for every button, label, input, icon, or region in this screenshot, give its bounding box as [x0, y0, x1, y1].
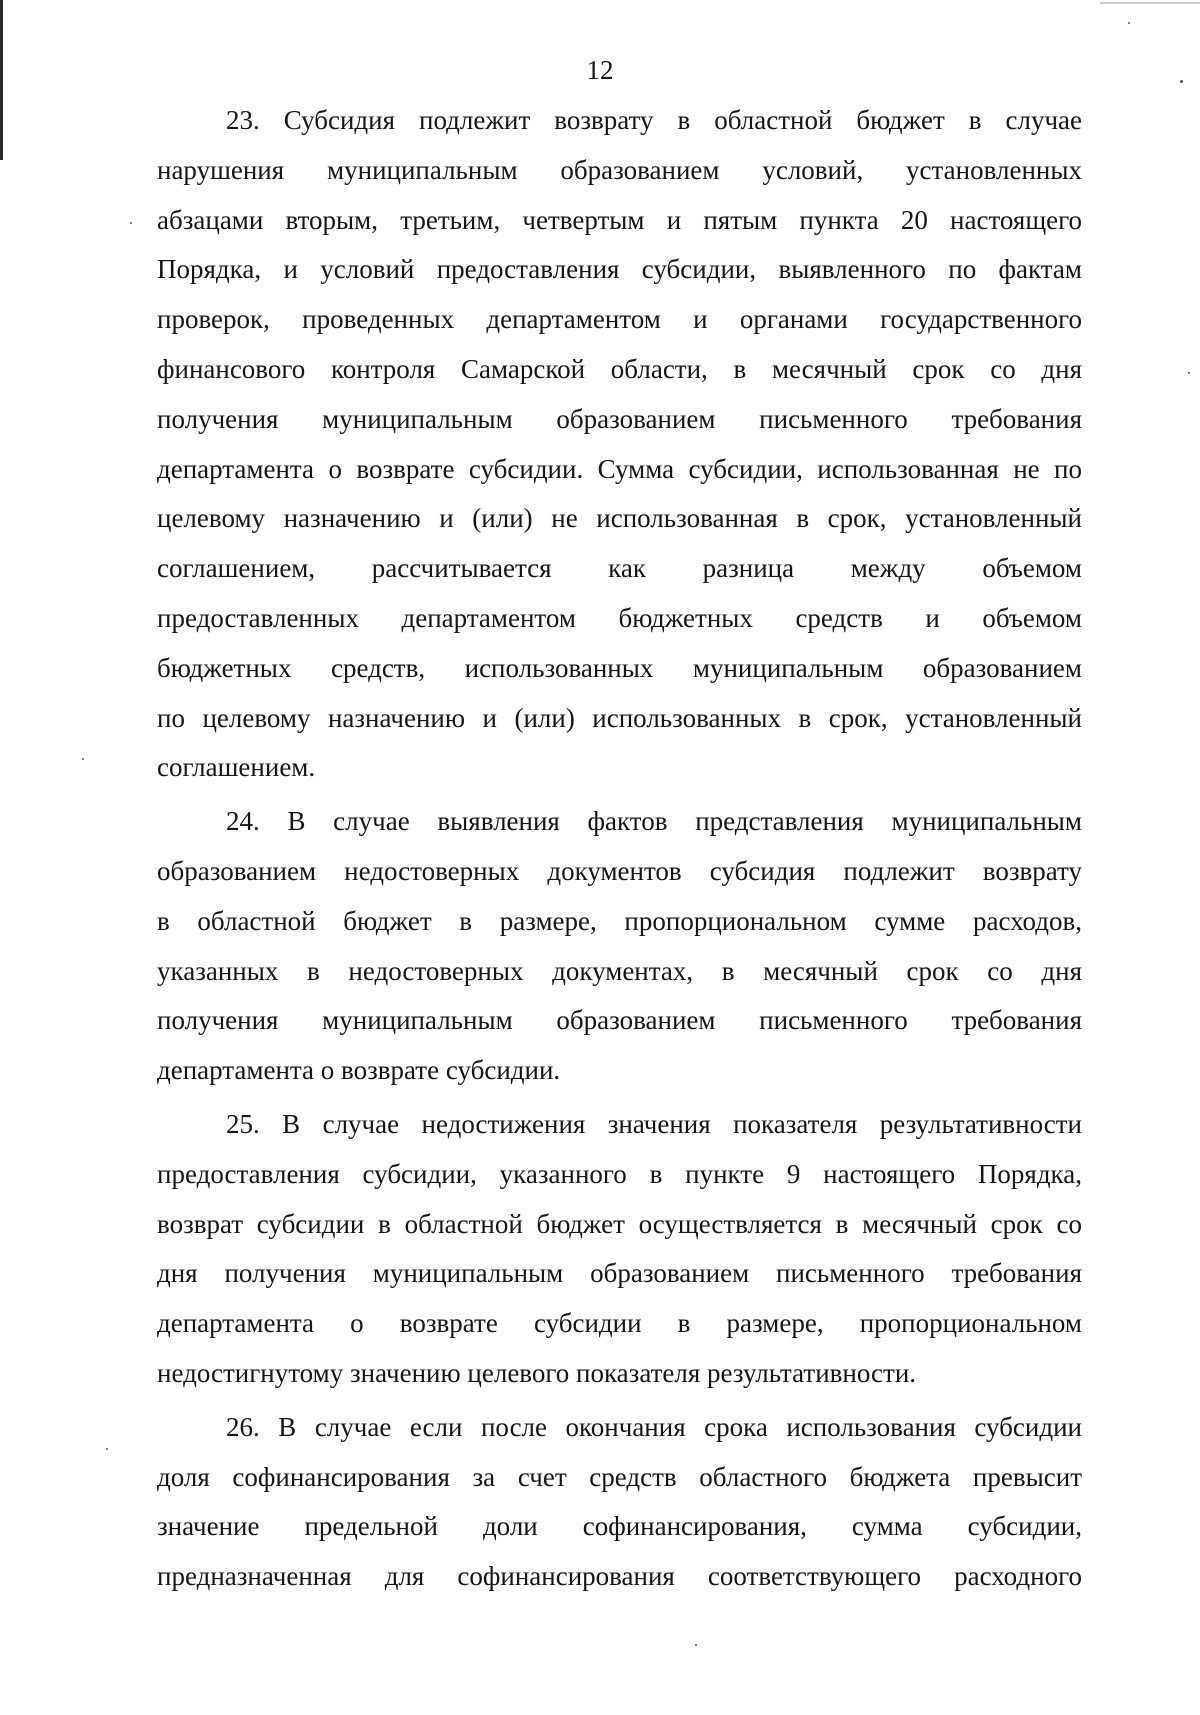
text-line: финансового контроля Самарской области, в месячный срок со дня — [157, 353, 1082, 384]
text-line: возврат субсидии в областной бюджет осуществляется в месячный срок со — [157, 1208, 1082, 1239]
text-line: дня получения муниципальным образованием письменного требования — [157, 1258, 1082, 1289]
scan-speck — [106, 1448, 108, 1450]
scan-speck — [82, 758, 84, 760]
text-line: целевому назначению и (или) не использованная в срок, установленный — [157, 503, 1082, 534]
text-line: 26. В случае если после окончания срока использования субсидии — [226, 1411, 1082, 1442]
scan-speck — [695, 1644, 697, 1646]
text-line: 25. В случае недостижения значения показателя результативности — [226, 1108, 1082, 1139]
text-line: нарушения муниципальным образованием условий, установленных — [157, 154, 1082, 185]
text-line: 23. Субсидия подлежит возврату в областной бюджет в случае — [226, 105, 1082, 135]
text-line: департамента о возврате субсидии. Сумма субсидии, использованная не по — [157, 453, 1082, 484]
text-line: департамента о возврате субсидии в размере, пропорциональном — [157, 1308, 1082, 1339]
text-line: недостигнутому значению целевого показателя результативности. — [157, 1357, 917, 1388]
document-body — [157, 96, 1082, 1606]
text-line: 24. В случае выявления фактов представления муниципальным — [226, 806, 1082, 837]
text-line: получения муниципальным образованием письменного требования — [157, 1005, 1082, 1036]
scan-edge-mark — [0, 0, 3, 160]
paragraph-23 — [157, 96, 1082, 793]
paragraph-24 — [157, 797, 1082, 1096]
scan-speck — [1188, 372, 1190, 374]
text-line: департамента о возврате субсидии. — [157, 1055, 561, 1086]
text-line: соглашением. — [157, 752, 316, 783]
text-line: проверок, проведенных департаментом и органами государственного — [157, 304, 1082, 335]
text-line: предназначенная для софинансирования соответствующего расходного — [157, 1561, 1082, 1592]
text-line: Порядка, и условий предоставления субсидии, выявленного по фактам — [157, 254, 1082, 285]
text-line: указанных в недостоверных документах, в месячный срок со дня — [157, 955, 1082, 986]
text-line: образованием недостоверных документов субсидия подлежит возврату — [157, 855, 1082, 886]
text-line: абзацами вторым, третьим, четвертым и пятым пункта 20 настоящего — [157, 204, 1082, 235]
paragraph-26 — [157, 1403, 1082, 1602]
text-line: соглашением, рассчитывается как разница между объемом — [157, 553, 1082, 584]
page-number: 12 — [586, 55, 614, 85]
text-line: получения муниципальным образованием письменного требования — [157, 403, 1082, 434]
scan-speck — [130, 222, 132, 224]
scan-speck — [1180, 80, 1183, 83]
text-line: по целевому назначению и (или) использованных в срок, установленный — [157, 702, 1082, 733]
text-line: значение предельной доли софинансирования, сумма субсидии, — [157, 1511, 1082, 1542]
paragraph-25 — [157, 1100, 1082, 1399]
text-line: в областной бюджет в размере, пропорциональном сумме расходов, — [157, 905, 1082, 936]
text-line: бюджетных средств, использованных муниципальным образованием — [157, 652, 1082, 683]
scan-speck — [1128, 22, 1130, 24]
scan-top-mark — [1100, 2, 1200, 4]
text-line: доля софинансирования за счет средств областного бюджета превысит — [157, 1461, 1082, 1492]
text-line: предоставления субсидии, указанного в пункте 9 настоящего Порядка, — [157, 1158, 1082, 1189]
text-line: предоставленных департаментом бюджетных средств и объемом — [157, 602, 1082, 633]
